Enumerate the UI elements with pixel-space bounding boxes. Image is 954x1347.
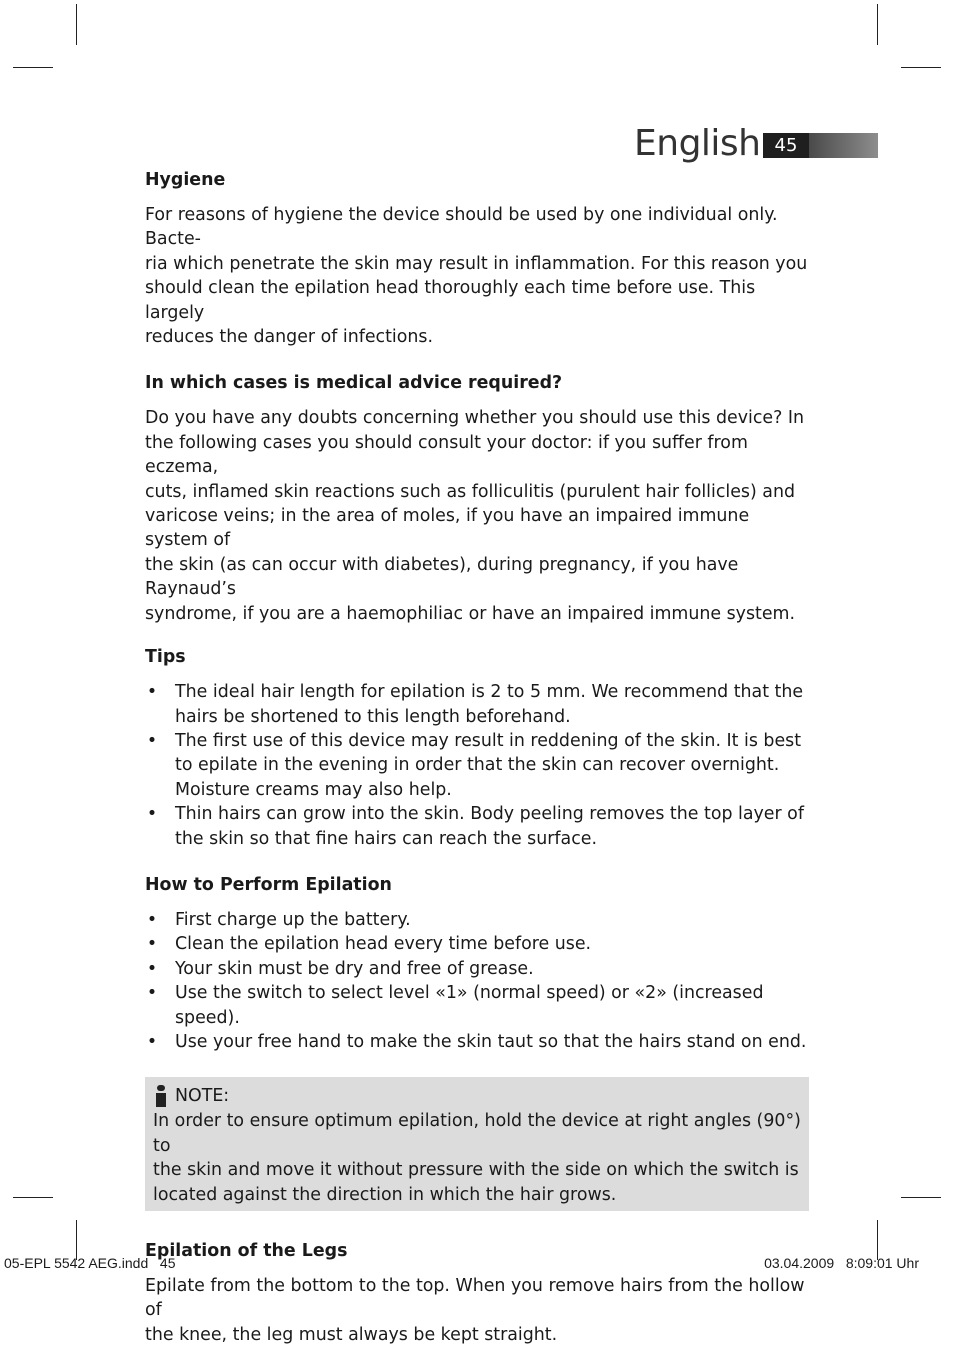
footer-file-info: 05-EPL 5542 AEG.indd 45: [4, 1255, 176, 1271]
text-line: Epilate from the bottom to the top. When you remove hairs from the hollow of: [145, 1276, 805, 1321]
note-box: [145, 1077, 809, 1211]
crop-mark: [13, 67, 53, 68]
text-line: Clean the epilation head every time before use.: [175, 934, 592, 955]
text-line: Do you have any doubts concerning whether you should use this device? In: [145, 408, 805, 429]
list-item: [145, 802, 813, 851]
note-header: [153, 1083, 801, 1109]
page-number-bar: [809, 133, 878, 158]
text-line: In order to ensure optimum epilation, hold the device at right angles (90°) to: [153, 1111, 801, 1156]
paragraph-legs: [145, 1274, 813, 1347]
page-content: [145, 168, 813, 1347]
crop-mark: [901, 67, 941, 68]
text-line: the skin so that fine hairs can reach the surface.: [175, 828, 597, 849]
list-item: [145, 908, 813, 932]
text-line: Your skin must be dry and free of grease.: [175, 958, 534, 979]
text-line: Use the switch to select level «1» (normal speed) or «2» (increased speed).: [175, 983, 764, 1028]
text-line: First charge up the battery.: [175, 909, 411, 930]
text-line: should clean the epilation head thoroughly each time before use. This largely: [145, 278, 756, 323]
text-line: For reasons of hygiene the device should be used by one individual only. Bacte-: [145, 205, 778, 250]
text-line: located against the direction in which the hair grows.: [153, 1184, 617, 1205]
text-line: varicose veins; in the area of moles, if you have an impaired immune system of: [145, 506, 750, 551]
page-number-badge: 45: [763, 133, 809, 158]
section-heading-tips: Tips: [145, 647, 186, 668]
list-item: [145, 1030, 813, 1054]
bullet-icon: •: [146, 983, 158, 1004]
list-item: [145, 932, 813, 956]
footer-timestamp: 03.04.2009 8:09:01 Uhr: [764, 1255, 919, 1271]
crop-mark: [877, 1220, 878, 1260]
text-line: cuts, inflamed skin reactions such as folliculitis (purulent hair follicles) and: [145, 481, 796, 502]
section-heading-perform: How to Perform Epilation: [145, 874, 392, 895]
crop-mark: [901, 1197, 941, 1198]
bullet-icon: •: [146, 730, 158, 751]
crop-mark: [877, 4, 878, 45]
section-heading-hygiene: Hygiene: [145, 170, 226, 190]
note-label: NOTE:: [175, 1086, 230, 1107]
bullet-icon: •: [146, 958, 158, 979]
bullet-icon: •: [146, 682, 158, 703]
text-line: Use your free hand to make the skin taut so that the hairs stand on end.: [175, 1031, 807, 1052]
text-line: the knee, the leg must always be kept straight.: [145, 1324, 558, 1345]
text-line: syndrome, if you are a haemophiliac or have an impaired immune system.: [145, 603, 796, 624]
text-line: the skin (as can occur with diabetes), during pregnancy, if you have Raynaud’s: [145, 554, 739, 600]
tips-list: [145, 680, 813, 851]
perform-list: [145, 908, 813, 1054]
text-line: Moisture creams may also help.: [175, 779, 452, 800]
list-item: [145, 680, 813, 729]
list-item: [145, 981, 813, 1030]
crop-mark: [76, 1220, 77, 1260]
text-line: ria which penetrate the skin may result in inflammation. For this reason you: [145, 253, 808, 274]
paragraph-medical: [145, 406, 813, 626]
list-item: [145, 957, 813, 981]
text-line: reduces the danger of infections.: [145, 327, 434, 348]
text-line: Thin hairs can grow into the skin. Body peeling removes the top layer of: [175, 804, 804, 825]
bullet-icon: •: [146, 804, 158, 825]
text-line: The first use of this device may result in reddening of the skin. It is best: [175, 730, 802, 751]
crop-mark: [13, 1197, 53, 1198]
info-icon: [153, 1085, 169, 1107]
text-line: the following cases you should consult your doctor: if you suffer from eczema,: [145, 432, 748, 478]
list-item: [145, 729, 813, 802]
text-line: hairs be shortened to this length beforehand.: [175, 706, 571, 727]
text-line: to epilate in the evening in order that the skin can recover overnight.: [175, 755, 780, 776]
bullet-icon: •: [146, 934, 158, 955]
bullet-icon: •: [146, 909, 158, 930]
text-line: the skin and move it without pressure with the side on which the switch is: [153, 1160, 799, 1181]
text-line: The ideal hair length for epilation is 2 to 5 mm. We recommend that the: [175, 682, 804, 703]
paragraph-hygiene: [145, 203, 813, 349]
section-heading-legs: Epilation of the Legs: [145, 1241, 348, 1261]
page-title: English: [634, 123, 761, 164]
section-heading-medical: In which cases is medical advice required?: [145, 373, 563, 394]
crop-mark: [76, 4, 77, 45]
bullet-icon: •: [146, 1031, 158, 1052]
